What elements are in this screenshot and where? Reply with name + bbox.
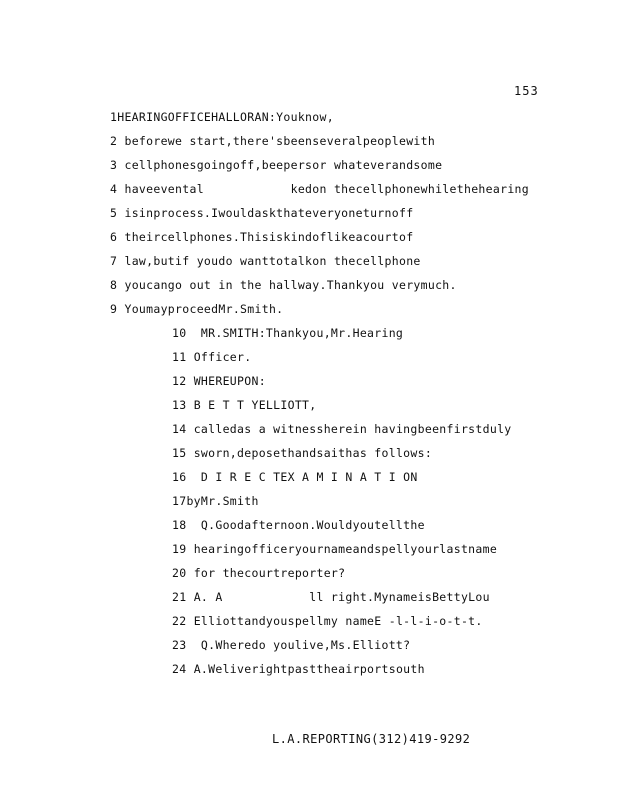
transcript-line-4 [110,182,529,196]
line-text: A. A ll right.MynameisBettyLou [193,590,490,604]
line-text: Elliottandyouspellmy nameE -l-l-i-o-t-t. [193,614,483,628]
transcript-line-12 [172,374,266,388]
transcript-line-23 [172,638,410,652]
line-text: youcango out in the hallway.Thankyou verymuch. [124,278,457,292]
line-text: HEARINGOFFICEHALLORAN:Youknow, [117,110,334,124]
line-text: Q.Wheredo youlive,Ms.Elliott? [186,638,411,652]
transcript-line-20 [172,566,345,580]
line-number: 16 [172,470,187,484]
line-number: 12 [172,374,187,388]
line-text: haveevental kedon thecellphonewhilethehearing [124,182,529,196]
line-text: beforewe start,there'sbeenseveralpeoplewith [124,134,436,148]
line-number: 8 [110,278,118,292]
transcript-line-14 [172,422,512,436]
line-number: 3 [110,158,118,172]
transcript-line-21 [172,590,490,604]
line-text: byMr.Smith [186,494,259,508]
line-text: YoumayproceedMr.Smith. [124,302,284,316]
line-number: 21 [172,590,187,604]
line-number: 10 [172,326,187,340]
transcript-line-10 [172,326,403,340]
line-text: hearingofficeryournameandspellyourlastname [193,542,498,556]
transcript-line-17 [172,494,259,508]
line-text: Q.Goodafternoon.Wouldyoutellthe [186,518,425,532]
transcript-line-3 [110,158,442,172]
transcript-line-7 [110,254,421,268]
line-text: isinprocess.Iwouldaskthateveryoneturnoff [124,206,414,220]
transcript-line-13 [172,398,317,412]
transcript-line-15 [172,446,432,460]
line-number: 7 [110,254,118,268]
line-text: B E T T YELLIOTT, [193,398,317,412]
line-number: 17 [172,494,187,508]
line-number: 1 [110,110,118,124]
line-number: 5 [110,206,118,220]
line-text: A.Weliverightpasttheairportsouth [193,662,425,676]
line-number: 15 [172,446,187,460]
line-number: 13 [172,398,187,412]
line-text: MR.SMITH:Thankyou,Mr.Hearing [186,326,404,340]
line-number: 2 [110,134,118,148]
line-number: 22 [172,614,187,628]
reporter-footer: L.A.REPORTING(312)419-9292 [272,732,471,746]
line-number: 23 [172,638,187,652]
transcript-line-11 [172,350,251,364]
line-text: Officer. [193,350,252,364]
transcript-line-16 [172,470,418,484]
line-text: D I R E C TEX A M I N A T I ON [186,470,418,484]
line-number: 18 [172,518,187,532]
line-number: 4 [110,182,118,196]
line-number: 24 [172,662,187,676]
transcript-line-8 [110,278,457,292]
line-text: sworn,deposethandsaithas follows: [193,446,433,460]
page-number: 153 [514,84,539,98]
transcript-line-2 [110,134,435,148]
transcript-line-9 [110,302,283,316]
line-number: 19 [172,542,187,556]
line-number: 20 [172,566,187,580]
line-text: cellphonesgoingoff,beepersor whateverandsome [124,158,443,172]
line-number: 9 [110,302,118,316]
line-text: calledas a witnessherein havingbeenfirstduly [193,422,512,436]
transcript-line-1 [110,110,334,124]
line-text: WHEREUPON: [193,374,266,388]
line-number: 14 [172,422,187,436]
transcript-line-5 [110,206,413,220]
line-text: theircellphones.Thisiskindoflikeacourtof [124,230,414,244]
line-text: law,butif youdo wanttotalkon thecellphone [124,254,421,268]
transcript-line-19 [172,542,497,556]
transcript-line-22 [172,614,483,628]
line-text: for thecourtreporter? [193,566,346,580]
transcript-line-24 [172,662,425,676]
line-number: 6 [110,230,118,244]
line-number: 11 [172,350,187,364]
transcript-line-6 [110,230,413,244]
transcript-line-18 [172,518,425,532]
